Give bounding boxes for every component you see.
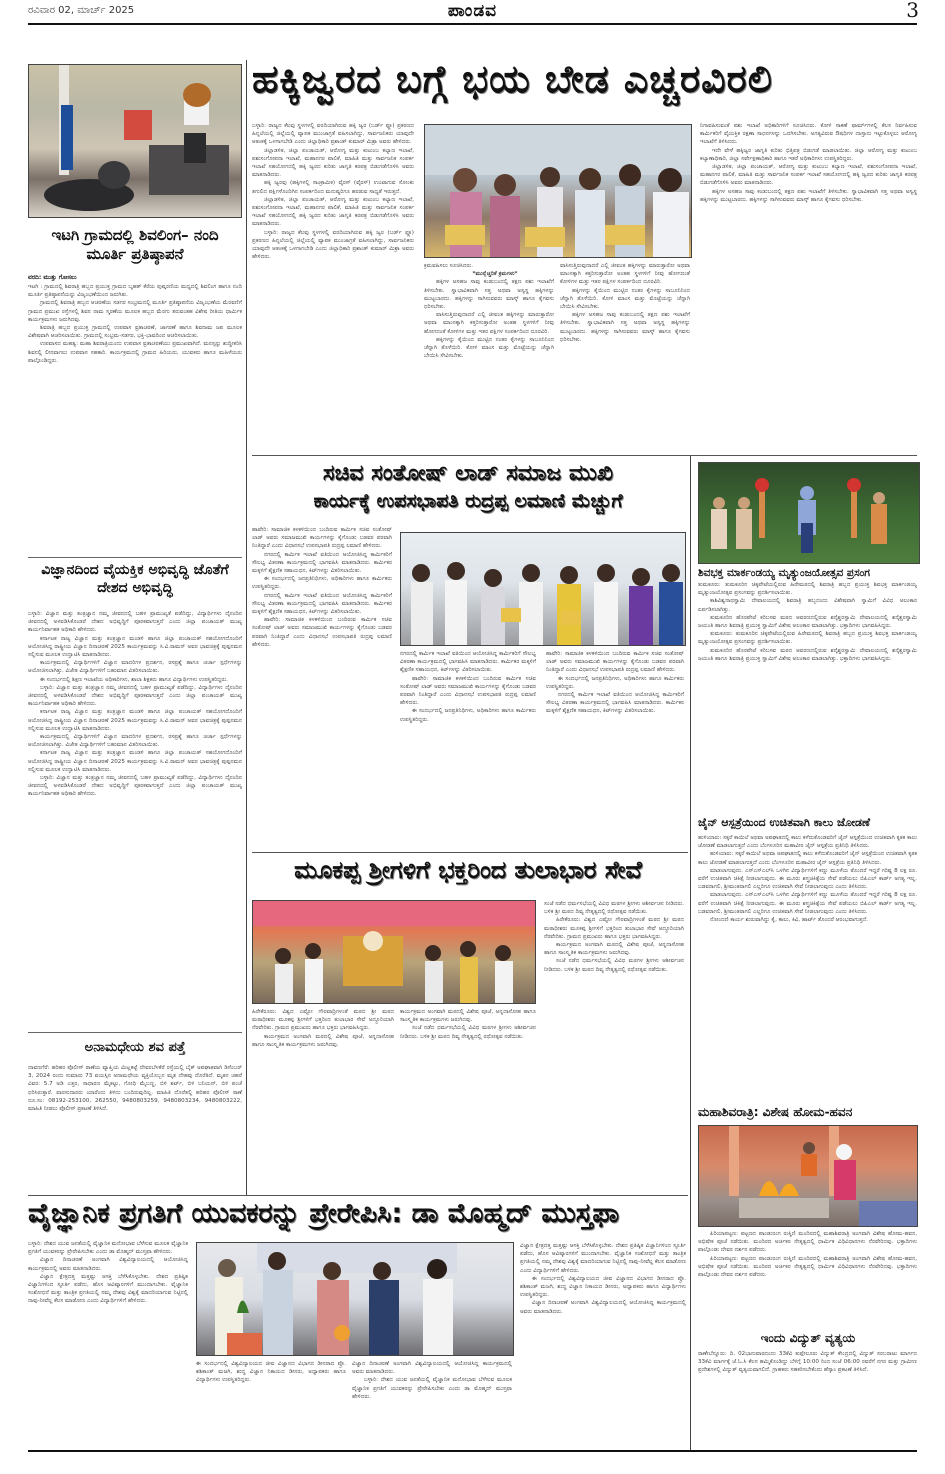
paragraph: ಕರ್ನಾಟಕ ರಾಜ್ಯ ವಿಜ್ಞಾನ ಮತ್ತು ತಂತ್ರಜ್ಞಾನ ಮಂಡಳಿ ಹಾಗೂ ಜಿಲ್ಲಾ ಪಂಚಾಯತ್ ಸಹಯೋಗದೊಂದಿಗೆ ಆಯೋಜಿಸಿದ್ದ ರಾಷ್ಟ್ರೀಯ ವಿಜ್ಞಾನ ದಿನಾಚರಣೆ 2025 ಕಾರ್ಯಕ್ರಮವನ್ನು ಸಿ.ವಿ.ರಾಮನ್ ಅವರ ಭಾವಚಿತ್ರಕ್ಕೆ ಪುಷ್ಪನಮನ ಸಲ್ಲಿಸುವ ಮೂಲಕ ಉದ್ಘಾಟಿಸಿ ಮಾತನಾಡಿದರು. — [28, 635, 242, 659]
divider — [28, 1032, 242, 1033]
santosh-lad-body-col2 — [400, 650, 536, 844]
paragraph: ಹಕ್ಕಿಗಳ ಅಸಹಜ ಸಾವು ಕಂಡುಬಂದಲ್ಲಿ ತಕ್ಷಣ ಪಶು ಇಲಾಖೆಗೆ ತಿಳಿಸಬೇಕು. ಸ್ವಾಭಾವಿಕವಾಗಿ ಸತ್ತ ಅಥವಾ ಅಸ್ವಸ್ಥ ಹಕ್ಕಿಗಳನ್ನು ಮುಟ್ಟಬಾರದು. ಹಕ್ಕಿಗಳನ್ನು ಸಾಗಿಸುವವರು ಮಾಸ್ಕ್ ಹಾಗೂ ಕೈಗವಸು ಧರಿಸಬೇಕು. — [560, 312, 690, 343]
paragraph: ನಗರದಲ್ಲಿ ಕಾರ್ಮಿಕ ಇಲಾಖೆ ವತಿಯಿಂದ ಆಯೋಜಿಸಿದ್ದ ಕಾರ್ಮಿಕರಿಗೆ ಸೌಲಭ್ಯ ವಿತರಣಾ ಕಾರ್ಯಕ್ರಮದಲ್ಲಿ ಭಾಗವಹಿಸಿ ಮಾತನಾಡಿದರು. ಕಾರ್ಮಿಕರ ಮಕ್ಕಳಿಗೆ ಶೈಕ್ಷಣಿಕ ಸಹಾಯಧನ, ಕಿಟ್‌ಗಳನ್ನು ವಿತರಿಸಲಾಯಿತು. — [252, 551, 392, 575]
paragraph: ಹಿರೇಕೆರೂರು: ವಿಶ್ವದ ಎಷ್ಟೋ ಗೌರವಾದ್ರಿಗಳಂತೆ ಮಠದ ಶ್ರೀ ಮಠದ ಮಠಾಧೀಶರು ಮೂಕಪ್ಪ ಶ್ರೀಗಳಿಗೆ ಭಕ್ತರಿಂದ ತುಲಾಭಾರ ಸೇವೆ ಅದ್ಧೂರಿಯಾಗಿ ನೆರವೇರಿತು. ಗ್ರಾಮದ ಪ್ರಮುಖರು ಹಾಗೂ ಭಕ್ತರು ಭಾಗವಹಿಸಿದ್ದರು. — [252, 1009, 394, 1032]
paragraph: ಬಳ್ಳಾರಿ: ದೇಶದ ಯುವ ಜನತೆಯಲ್ಲಿ ವೈಜ್ಞಾನಿಕ ಮನೋಭಾವ ಬೆಳೆಸುವ ಮೂಲಕ ವೈಜ್ಞಾನಿಕ ಪ್ರಗತಿಗೆ ಯುವಕರನ್ನು ಪ್ರೇರೇಪಿಸಬೇಕು ಎಂದು ಡಾ ಮೊಹ್ಮದ್ ಮುಸ್ತಫಾ ಹೇಳಿದರು. — [352, 1377, 512, 1400]
unidentified-body-headline: ಅನಾಮಧೇಯ ಶವ ಪತ್ತೆ — [84, 1040, 186, 1055]
scientific-progress-body-col1 — [28, 1240, 188, 1445]
section-rule — [252, 852, 688, 853]
santosh-lad-headline-line1: ಸಚಿವ ಸಂತೋಷ್ ಲಾಡ್ ಸಮಾಜ ಮುಖಿ — [322, 461, 614, 486]
homa-ritual-illustration — [699, 1126, 917, 1226]
shivalinga-nandi-illustration — [29, 65, 241, 217]
paragraph: ವಾಸಿಸುತ್ತಿರುವುದಾದರೆ ಎಲ್ಲಿ ಜೀವಂತ ಹಕ್ಕಿಗಳನ್ನು ಮಾರುತ್ತಾರೋ ಅಥವಾ ಮಾಂಸಕ್ಕಾಗಿ ಕತ್ತರಿಸುತ್ತಾರೋ ಅಂತಹ ಸ್ಥಳಗಳಿಗೆ ನೀವು ಹೋಗದಂತೆ ಕೋಳಿಗಳ ಮತ್ತು ಇತರ ಪಕ್ಷಿಗಳ ಸಂಪರ್ಕದಿಂದ ದೂರವಿರಿ. — [424, 312, 554, 335]
paragraph: ಹಕ್ಕಿಗಳನ್ನು ಕೈಯಿಂದ ಮುಟ್ಟಿದ ನಂತರ ಕೈಗಳನ್ನು ಸಾಬೂನಿನಿಂದ ಚೆನ್ನಾಗಿ ತೊಳೆಯಿರಿ. ಕೋಳಿ ಮಾಂಸ ಮತ್ತು ಮೊಟ್ಟೆಯನ್ನು ಚೆನ್ನಾಗಿ ಬೇಯಿಸಿ ಸೇವಿಸಬೇಕು. — [424, 336, 554, 360]
scientific-progress-body-col4 — [520, 1242, 686, 1447]
santosh-lad-photo — [400, 532, 686, 646]
paragraph: ಬಳ್ಳಾರಿ: ವಿಜ್ಞಾನ ಮತ್ತು ತಂತ್ರಜ್ಞಾನ ನಮ್ಮ ಜೀವನದಲ್ಲಿ ಬಹಳ ಪ್ರಾಮುಖ್ಯತೆ ಪಡೆದಿದ್ದು, ವಿದ್ಯಾರ್ಥಿಗಳು ದೈನಂದಿನ ಜೀವನದಲ್ಲಿ ಅಳವಡಿಸಿಕೊಂಡರೆ ದೇಶದ ಅಭಿವೃದ್ಧಿಗೆ ಪೂರಕವಾಗುತ್ತದೆ ಎಂದು ಜಿಲ್ಲಾ ಪಂಚಾಯತ್ ಮುಖ್ಯ ಕಾರ್ಯನಿರ್ವಾಹಕ ಅಧಿಕಾರಿ ಹೇಳಿದರು. — [28, 684, 242, 708]
award-ceremony-illustration — [401, 533, 685, 645]
paragraph: ದಾವಣಗೆರೆ: ಹರಿಹರ ಪೊಲೀಸ್ ಠಾಣೆಯ ವ್ಯಾಪ್ತಿಯ ಮಿಟ್ಲಕಟ್ಟೆ ದೇವರಬೆಳಕೆರೆ ರಸ್ತೆಯಲ್ಲಿ ಬೈಕ್ ಅಪಘಾತವಾಗಿ ಡಿಸೆಂಬರ್ 3, 2024 ರಂದು ಸುಮಾರು 73 ವಯಸ್ಸಿನ ಅನಾಮಧೇಯ ವ್ಯಕ್ತಿಯೊಬ್ಬನ ಮೃತ ದೇಹವು ದೊರೆತಿದೆ. ಮೃತನ ಚಹರೆ ವಿವರ: 5.7 ಅಡಿ ಎತ್ತರ, ಸಾಧಾರಣ ಮೈಕಟ್ಟು, ಗೋಧಿ ಮೈಬಣ್ಣ, ಬಿಳಿ ಶರ್ಟ್, ಬಿಳಿ ಬನಿಯನ್, ಬಿಳಿ ಪಂಚೆ ಧರಿಸಿರುತ್ತಾರೆ. ವಾರಸುದಾರರು ಯಾರೆಂದು ತಿಳಿದು ಬಂದಿರುವುದಿಲ್ಲ. ಮಾಹಿತಿ ದೊರೆತಲ್ಲಿ ಹರಿಹರ ಪೊಲೀಸ್ ಠಾಣೆ ದೂ.ಸಂ: 08192-253100, 262550, 9480803259, 9480803234, 9480803222, ಮಾಹಿತಿ ನೀಡಲು ಪೊಲೀಸ್ ಪ್ರಕಟಣೆ ತಿಳಿಸಿದೆ. — [28, 1065, 242, 1113]
officials-group-illustration — [425, 125, 691, 257]
paragraph: ಈ ಸಂದರ್ಭದಲ್ಲಿ ಜನಪ್ರತಿನಿಧಿಗಳು, ಅಧಿಕಾರಿಗಳು ಹಾಗೂ ಕಾರ್ಮಿಕರು ಉಪಸ್ಥಿತರಿದ್ದರು. — [546, 675, 684, 690]
paragraph: ಈ ಸಂದರ್ಭದಲ್ಲಿ ಶಿಕ್ಷಣ ಇಲಾಖೆಯ ಅಧಿಕಾರಿಗಳು, ಶಾಲಾ ಶಿಕ್ಷಕರು ಹಾಗೂ ವಿದ್ಯಾರ್ಥಿಗಳು ಉಪಸ್ಥಿತರಿದ್ದರು. — [40, 676, 228, 683]
shivalinga-headline: ಇಟಗಿ ಗ್ರಾಮದಲ್ಲಿ ಶಿವಲಿಂಗ– ನಂದಿ ಮೂರ್ತಿ ಪ್ರತಿಷ್ಠಾಪನೆ — [51, 226, 219, 263]
paragraph: ಕರ್ನಾಟಕ ರಾಜ್ಯ ವಿಜ್ಞಾನ ಮತ್ತು ತಂತ್ರಜ್ಞಾನ ಮಂಡಳಿ ಹಾಗೂ ಜಿಲ್ಲಾ ಪಂಚಾಯತ್ ಸಹಯೋಗದೊಂದಿಗೆ ಆಯೋಜಿಸಿದ್ದ ರಾಷ್ಟ್ರೀಯ ವಿಜ್ಞಾನ ದಿನಾಚರಣೆ 2025 ಕಾರ್ಯಕ್ರಮವನ್ನು ಸಿ.ವಿ.ರಾಮನ್ ಅವರ ಭಾವಚಿತ್ರಕ್ಕೆ ಪುಷ್ಪನಮನ ಸಲ್ಲಿಸುವ ಮೂಲಕ ಉದ್ಘಾಟಿಸಿ ಮಾತನಾಡಿದರು. — [28, 750, 242, 773]
santosh-lad-body-col1 — [252, 526, 392, 844]
paragraph: ಜಿಲ್ಲಾಡಳಿತ, ಜಿಲ್ಲಾ ಪಂಚಾಯತ್, ಆರೋಗ್ಯ ಮತ್ತು ಕುಟುಂಬ ಕಲ್ಯಾಣ ಇಲಾಖೆ, ಪಶುಸಂಗೋಪನಾ ಇಲಾಖೆ, ಮಹಾನಗರ ಪಾಲಿಕೆ, ಮಾಹಿತಿ ಮತ್ತು ಸಾರ್ವಜನಿಕ ಸಂಪರ್ಕ ಇಲಾಖೆ ಸಹಯೋಗದಲ್ಲಿ ಹಕ್ಕಿ ಜ್ವರದ ಕುರಿತು ಜಾಗೃತಿ ಕರಪತ್ರ ಬಿಡುಗಡೆಗೊಳಿಸಿ ಅವರು ಮಾತನಾಡಿದರು. — [252, 147, 414, 179]
bird-flu-body-col2 — [424, 262, 554, 452]
paragraph: ವಿಜ್ಞಾನ ಕ್ಷೇತ್ರದತ್ತ ಮತ್ತಷ್ಟು ಆಸಕ್ತಿ ಬೆಳೆಸಿಕೊಳ್ಳಬೇಕು. ದೇಶದ ಪ್ರತಿಷ್ಠಿತ ವಿಜ್ಞಾನಿಗಳಿಂದ ಸ್ಫೂರ್ತಿ ಪಡೆದು, ಹೊಸ ಆವಿಷ್ಕಾರಗಳಿಗೆ ಮುಂದಾಗಬೇಕು. ವೈಜ್ಞಾನಿಕ ಸಂಶೋಧನೆ ಮತ್ತು ತಾಂತ್ರಿಕ ಪ್ರಗತಿಯಲ್ಲಿ ನಮ್ಮ ದೇಶವು ವಿಶ್ವಕ್ಕೆ ಮಾದರಿಯಾಗುವ ನಿಟ್ಟಿನಲ್ಲಿ ನಾವು-ನೀವೆಲ್ಲ ಕೆಲಸ ಮಾಡೋಣ ಎಂದು ವಿದ್ಯಾರ್ಥಿಗಳಿಗೆ ಹೇಳಿದರು. — [28, 1273, 188, 1305]
paragraph: ಹಕ್ಕಿಗಳ ಅಸಹಜ ಸಾವು ಕಂಡುಬಂದಲ್ಲಿ ತಕ್ಷಣ ಪಶು ಇಲಾಖೆಗೆ ತಿಳಿಸಬೇಕು. ಸ್ವಾಭಾವಿಕವಾಗಿ ಸತ್ತ ಅಥವಾ ಅಸ್ವಸ್ಥ ಹಕ್ಕಿಗಳನ್ನು ಮುಟ್ಟಬಾರದು. ಹಕ್ಕಿಗಳನ್ನು ಸಾಗಿಸುವವರು ಮಾಸ್ಕ್ ಹಾಗೂ ಕೈಗವಸು ಧರಿಸಬೇಕು. — [700, 188, 917, 203]
paragraph: ಹುಳಿಯಾರು: ಸಕ್ಕರೆ ಕಾಯಿಲೆ ಅಥವಾ ಅಪಘಾತದಲ್ಲಿ ಕಾಲು ಕಳೆದುಕೊಂಡವರಿಗೆ ಜೈನ್ ಆಸ್ಪತ್ರೆಯಿಂದ ಉಚಿತವಾಗಿ ಕೃತಕ ಕಾಲು ಜೋಡಣೆ ಮಾಡಲಾಗುತ್ತದೆ ಎಂದು ಬೆಂಗಳೂರಿನ ಮಹಾವೀರ ಜೈನ್ ಆಸ್ಪತ್ರೆಯ ಪ್ರತಿನಿಧಿ ತಿಳಿಸಿದರು. — [698, 851, 917, 866]
paragraph: ತುಮಕೂರು: ತುಮಕೂರಿನ ಚಿಕ್ಕಪೇಟೆಯಲ್ಲಿರುವ ಹಿರೇಮಠದಲ್ಲಿ ಶಿವರಾತ್ರಿ ಹಬ್ಬದ ಪ್ರಯುಕ್ತ ಶಿವಭಕ್ತ ಮಾರ್ಕಂಡಯ್ಯ ಮೃತ್ಯುಂಜಯೋತ್ಸವ ಪ್ರಸಂಗವನ್ನು ಪ್ರದರ್ಶಿಸಲಾಯಿತು. — [698, 582, 917, 597]
power-cut-body — [698, 1350, 917, 1450]
scientific-progress-body-col2 — [196, 1360, 346, 1448]
paragraph: ಕಾಶಿವಿಶ್ವನಾಥಸ್ವಾಮಿ ದೇವಾಲಯದಲ್ಲಿ ಶಿವರಾತ್ರಿ ಹಬ್ಬದಂದು ವಿಶೇಷವಾಗಿ ಸ್ವಾಮಿಗೆ ವಿವಿಧ ಅಲಂಕಾರ ಏರ್ಪಡಿಸಲಾಗಿತ್ತು. — [698, 598, 917, 613]
paragraph: ಬಳ್ಳಾರಿ: ವಿಜ್ಞಾನ ಮತ್ತು ತಂತ್ರಜ್ಞಾನ ನಮ್ಮ ಜೀವನದಲ್ಲಿ ಬಹಳ ಪ್ರಾಮುಖ್ಯತೆ ಪಡೆದಿದ್ದು, ವಿದ್ಯಾರ್ಥಿಗಳು ದೈನಂದಿನ ಜೀವನದಲ್ಲಿ ಅಳವಡಿಸಿಕೊಂಡರೆ ದೇಶದ ಅಭಿವೃದ್ಧಿಗೆ ಪೂರಕವಾಗುತ್ತದೆ ಎಂದು ಜಿಲ್ಲಾ ಪಂಚಾಯತ್ ಮುಖ್ಯ ಕಾರ್ಯನಿರ್ವಾಹಕ ಅಧಿಕಾರಿ ಹೇಳಿದರು. — [28, 775, 242, 798]
paragraph: ಗ್ರಾಮದಲ್ಲಿ ಶಿವರಾತ್ರಿ ಹಬ್ಬದ ಆಚರಣೆಯ ಸಡಗರ ಸಂಭ್ರಮದಲ್ಲಿ ಮೂರ್ತಿ ಪ್ರತಿಷ್ಠಾಪನೆಯ ವಿಜೃಂಭಣೆಯ ಮೆರವಣಿಗೆ ಗ್ರಾಮದ ಪ್ರಮುಖ ರಸ್ತೆಗಳಲ್ಲಿ ಶಿವನ ನಾಮ ಸ್ಮರಣೆಯ ಮೂಲಕ ಹಬ್ಬದ ಮೆರಗು ತರುವಂತಹ ವಿಶೇಷ ರೀತಿಯ ಧಾರ್ಮಿಕ ಕಾರ್ಯಕ್ರಮಗಳು ಜರುಗಿದವು. — [28, 300, 242, 323]
paragraph: ಕರ್ನಾಟಕ ರಾಜ್ಯ ವಿಜ್ಞಾನ ಮತ್ತು ತಂತ್ರಜ್ಞಾನ ಮಂಡಳಿ ಹಾಗೂ ಜಿಲ್ಲಾ ಪಂಚಾಯತ್ ಸಹಯೋಗದೊಂದಿಗೆ ಆಯೋಜಿಸಿದ್ದ ರಾಷ್ಟ್ರೀಯ ವಿಜ್ಞಾನ ದಿನಾಚರಣೆ 2025 ಕಾರ್ಯಕ್ರಮವನ್ನು ಸಿ.ವಿ.ರಾಮನ್ ಅವರ ಭಾವಚಿತ್ರಕ್ಕೆ ಪುಷ್ಪನಮನ ಸಲ್ಲಿಸುವ ಮೂಲಕ ಉದ್ಘಾಟಿಸಿ ಮಾತನಾಡಿದರು. — [28, 709, 242, 732]
paragraph: ಬಳ್ಳಾರಿ: ರಾಜ್ಯದ ಕೆಲವು ಸ್ಥಳಗಳಲ್ಲಿ ವರದಿಯಾಗಿರುವ ಹಕ್ಕಿ ಜ್ವರ (ಬರ್ಡ್ ಫ್ಲೂ) ಪ್ರಕರಣದ ಹಿನ್ನಲೆಯಲ್ಲಿ ಜಿಲ್ಲೆಯಲ್ಲಿ ವ್ಯಾಪಕ ಮುಂಜಾಗ್ರತೆ ವಹಿಸಲಾಗಿದ್ದು, ಸಾರ್ವಜನಿಕರು ಯಾವುದೇ ಆತಂಕಕ್ಕೆ ಒಳಗಾಗಬೇಡಿ ಎಂದು ಜಿಲ್ಲಾಧಿಕಾರಿ ಪ್ರಶಾಂತ್ ಕುಮಾರ್ ಮಿಶ್ರಾ ಅವರು ಹೇಳಿದರು. — [252, 123, 414, 146]
paragraph: ಹಾವೇರಿ: ಸಾಮಾಜಿಕ ಕಳಕಳಿಯಿಂದ ಬಂದಿರುವ ಕಾರ್ಮಿಕ ಸಚಿವ ಸಂತೋಷ್ ಲಾಡ್ ಅವರು ಸಮಾಜಮುಖಿ ಕಾರ್ಯಗಳನ್ನು ಕೈಗೊಂಡು ಬಡವರ ಪರವಾಗಿ ನಿಂತಿದ್ದಾರೆ ಎಂದು ವಿಧಾನಸಭೆ ಉಪಸಭಾಪತಿ ರುದ್ರಪ್ಪ ಲಮಾಣಿ ಹೇಳಿದರು. — [400, 675, 536, 707]
homa-havana-headline: ಮಹಾಶಿವರಾತ್ರಿ: ವಿಶೇಷ ಹೋಮ-ಹವನ — [698, 1105, 853, 1119]
paragraph: ವಿಜ್ಞಾನ ದಿನಾಚರಣೆ ಅಂಗವಾಗಿ ವಿಶ್ವವಿದ್ಯಾಲಯದಲ್ಲಿ ಆಯೋಜಿಸಿದ್ದ ಕಾರ್ಯಕ್ರಮದಲ್ಲಿ ಅವರು ಮಾತನಾಡಿದರು. — [520, 1300, 686, 1315]
paragraph: ಹಕ್ಕಿಗಳನ್ನು ಕೈಯಿಂದ ಮುಟ್ಟಿದ ನಂತರ ಕೈಗಳನ್ನು ಸಾಬೂನಿನಿಂದ ಚೆನ್ನಾಗಿ ತೊಳೆಯಿರಿ. ಕೋಳಿ ಮಾಂಸ ಮತ್ತು ಮೊಟ್ಟೆಯನ್ನು ಚೆನ್ನಾಗಿ ಬೇಯಿಸಿ ಸೇವಿಸಬೇಕು. — [560, 287, 690, 311]
science-dev-body — [28, 610, 242, 1030]
masthead-rule — [28, 23, 917, 25]
paragraph: ಬಳ್ಳಾರಿ: ವಿಜ್ಞಾನ ಮತ್ತು ತಂತ್ರಜ್ಞಾನ ನಮ್ಮ ಜೀವನದಲ್ಲಿ ಬಹಳ ಪ್ರಾಮುಖ್ಯತೆ ಪಡೆದಿದ್ದು, ವಿದ್ಯಾರ್ಥಿಗಳು ದೈನಂದಿನ ಜೀವನದಲ್ಲಿ ಅಳವಡಿಸಿಕೊಂಡರೆ ದೇಶದ ಅಭಿವೃದ್ಧಿಗೆ ಪೂರಕವಾಗುತ್ತದೆ ಎಂದು ಜಿಲ್ಲಾ ಪಂಚಾಯತ್ ಮುಖ್ಯ ಕಾರ್ಯನಿರ್ವಾಹಕ ಅಧಿಕಾರಿ ಹೇಳಿದರು. — [28, 611, 242, 634]
paragraph: ಮಾಡಲಾಗುವುದು. ಎಸ್‌ಎಸ್‌ಎಲ್‌ಸಿ ಒಳಗಿನ ವಿದ್ಯಾರ್ಥಿಗಳಿಗೆ ಕಣ್ಣು ಮೂಳೆಯ ತೊಂದರೆ ಇದ್ದರೆ ಗರಿಷ್ಟ 8 ಲಕ್ಷ ರೂ. ವರೆಗೆ ಉಚಿತವಾಗಿ ಚಿಕಿತ್ಸೆ ನೀಡಲಾಗುವುದು. ಈ ಮೂರು ಶಸ್ತ್ರಚಿಕಿತ್ಸೆಯ ಸೇವೆ ಪಡೆಯಲು ಬಿಪಿಎಲ್ ಕಾರ್ಡ್ ಅಗತ್ಯ ಇಲ್ಲ. ಬಡವರಾಗಲಿ, ಶ್ರೀಮಂತರಾಗಲಿ ಎಲ್ಲರಿಗೂ ಉಚಿತವಾಗಿ ಸೇವೆ ನೀಡಲಾಗುವುದು ಎಂದು ತಿಳಿಸಿದರು. — [698, 892, 917, 915]
scientific-progress-photo — [196, 1242, 514, 1356]
column-divider — [690, 1195, 691, 1450]
bird-flu-body-col3 — [560, 262, 690, 452]
bird-flu-photo — [424, 124, 692, 258]
paragraph: ಬಳ್ಳಾರಿ: ದೇಶದ ಯುವ ಜನತೆಯಲ್ಲಿ ವೈಜ್ಞಾನಿಕ ಮನೋಭಾವ ಬೆಳೆಸುವ ಮೂಲಕ ವೈಜ್ಞಾನಿಕ ಪ್ರಗತಿಗೆ ಯುವಕರನ್ನು ಪ್ರೇರೇಪಿಸಬೇಕು ಎಂದು ಡಾ ಮೊಹ್ಮದ್ ಮುಸ್ತಫಾ ಹೇಳಿದರು. — [28, 1241, 188, 1256]
divider — [28, 557, 242, 558]
paragraph: ನಿಗಾವಹಿಸುವಂತೆ ಪಶು ಇಲಾಖೆ ಅಧಿಕಾರಿಗಳಿಗೆ ಸೂಚಿಸಿದರು. ಕೋಳಿ ಸಾಕಣೆ ಫಾರ್ಮ್‌ಗಳಲ್ಲಿ ಕೆಲಸ ನಿರ್ವಹಿಸುವ ಕಾರ್ಮಿಕರಿಗೆ ವೈಯಕ್ತಿಕ ರಕ್ಷಣಾ ಸಾಧನಗಳನ್ನು ಒದಗಿಸಬೇಕು. ಅಗತ್ಯವಿರುವ ಔಷಧಿಗಳ ದಾಸ್ತಾನು ಇಟ್ಟುಕೊಳ್ಳಲು ಆರೋಗ್ಯ ಇಲಾಖೆಗೆ ತಿಳಿಸಿದರು. — [700, 123, 917, 146]
paragraph: ಹಿರೇಕೆರೂರು: ವಿಶ್ವದ ಎಷ್ಟೋ ಗೌರವಾದ್ರಿಗಳಂತೆ ಮಠದ ಶ್ರೀ ಮಠದ ಮಠಾಧೀಶರು ಮೂಕಪ್ಪ ಶ್ರೀಗಳಿಗೆ ಭಕ್ತರಿಂದ ತುಲಾಭಾರ ಸೇವೆ ಅದ್ಧೂರಿಯಾಗಿ ನೆರವೇರಿತು. ಗ್ರಾಮದ ಪ್ರಮುಖರು ಹಾಗೂ ಭಕ್ತರು ಭಾಗವಹಿಸಿದ್ದರು. — [544, 917, 684, 940]
paragraph: ಜಿಲ್ಲಾಡಳಿತ, ಜಿಲ್ಲಾ ಪಂಚಾಯತ್, ಆರೋಗ್ಯ ಮತ್ತು ಕುಟುಂಬ ಕಲ್ಯಾಣ ಇಲಾಖೆ, ಪಶುಸಂಗೋಪನಾ ಇಲಾಖೆ, ಮಹಾನಗರ ಪಾಲಿಕೆ, ಮಾಹಿತಿ ಮತ್ತು ಸಾರ್ವಜನಿಕ ಸಂಪರ್ಕ ಇಲಾಖೆ ಸಹಯೋಗದಲ್ಲಿ ಹಕ್ಕಿ ಜ್ವರದ ಕುರಿತು ಜಾಗೃತಿ ಕರಪತ್ರ ಬಿಡುಗಡೆಗೊಳಿಸಿ ಅವರು ಮಾತನಾಡಿದರು. — [700, 164, 917, 187]
paragraph: ಇದೇ ವೇಳೆ ಹಕ್ಕಿಜ್ವರ ಜಾಗೃತಿ ಕುರಿತು ಭಿತ್ತಿಪತ್ರ ಬಿಡುಗಡೆ ಮಾಡಲಾಯಿತು. ಜಿಲ್ಲಾ ಆರೋಗ್ಯ ಮತ್ತು ಕುಟುಂಬ ಕಲ್ಯಾಣಾಧಿಕಾರಿ, ಜಿಲ್ಲಾ ಸರ್ವೇಕ್ಷಣಾಧಿಕಾರಿ ಹಾಗೂ ಇತರೆ ಅಧಿಕಾರಿಗಳು ಉಪಸ್ಥಿತರಿದ್ದರು. — [700, 147, 917, 162]
paragraph: ನಗರದಲ್ಲಿ ಕಾರ್ಮಿಕ ಇಲಾಖೆ ವತಿಯಿಂದ ಆಯೋಜಿಸಿದ್ದ ಕಾರ್ಮಿಕರಿಗೆ ಸೌಲಭ್ಯ ವಿತರಣಾ ಕಾರ್ಯಕ್ರಮದಲ್ಲಿ ಭಾಗವಹಿಸಿ ಮಾತನಾಡಿದರು. ಕಾರ್ಮಿಕರ ಮಕ್ಕಳಿಗೆ ಶೈಕ್ಷಣಿಕ ಸಹಾಯಧನ, ಕಿಟ್‌ಗಳನ್ನು ವಿತರಿಸಲಾಯಿತು. — [546, 692, 684, 715]
tulabhara-photo — [252, 900, 536, 1004]
newspaper-title: ಪಾಂಡವ — [447, 1, 498, 21]
column-divider — [690, 455, 691, 1195]
scientific-progress-body-col3 — [352, 1360, 512, 1448]
paragraph: ನಗರದಲ್ಲಿ ಕಾರ್ಮಿಕ ಇಲಾಖೆ ವತಿಯಿಂದ ಆಯೋಜಿಸಿದ್ದ ಕಾರ್ಮಿಕರಿಗೆ ಸೌಲಭ್ಯ ವಿತರಣಾ ಕಾರ್ಯಕ್ರಮದಲ್ಲಿ ಭಾಗವಹಿಸಿ ಮಾತನಾಡಿದರು. ಕಾರ್ಮಿಕರ ಮಕ್ಕಳಿಗೆ ಶೈಕ್ಷಣಿಕ ಸಹಾಯಧನ, ಕಿಟ್‌ಗಳನ್ನು ವಿತರಿಸಲಾಯಿತು. — [252, 592, 392, 616]
paragraph: ಹಾವೇರಿ: ಸಾಮಾಜಿಕ ಕಳಕಳಿಯಿಂದ ಬಂದಿರುವ ಕಾರ್ಮಿಕ ಸಚಿವ ಸಂತೋಷ್ ಲಾಡ್ ಅವರು ಸಮಾಜಮುಖಿ ಕಾರ್ಯಗಳನ್ನು ಕೈಗೊಂಡು ಬಡವರ ಪರವಾಗಿ ನಿಂತಿದ್ದಾರೆ ಎಂದು ವಿಧಾನಸಭೆ ಉಪಸಭಾಪತಿ ರುದ್ರಪ್ಪ ಲಮಾಣಿ ಹೇಳಿದರು. — [252, 617, 392, 648]
paragraph: ಹಕ್ಕಿಗಳ ಅಸಹಜ ಸಾವು ಕಂಡುಬಂದಲ್ಲಿ ತಕ್ಷಣ ಪಶು ಇಲಾಖೆಗೆ ತಿಳಿಸಬೇಕು. ಸ್ವಾಭಾವಿಕವಾಗಿ ಸತ್ತ ಅಥವಾ ಅಸ್ವಸ್ಥ ಹಕ್ಕಿಗಳನ್ನು ಮುಟ್ಟಬಾರದು. ಹಕ್ಕಿಗಳನ್ನು ಸಾಗಿಸುವವರು ಮಾಸ್ಕ್ ಹಾಗೂ ಕೈಗವಸು ಧರಿಸಬೇಕು. — [424, 279, 554, 311]
paragraph: ಕಾರ್ಯಕ್ರಮದ ಅಂಗವಾಗಿ ಮಠದಲ್ಲಿ ವಿಶೇಷ ಪೂಜೆ, ಅನ್ನದಾಸೋಹ ಹಾಗೂ ಸಾಂಸ್ಕೃತಿಕ ಕಾರ್ಯಕ್ರಮಗಳು ಜರುಗಿದವು. — [252, 1033, 394, 1048]
section-rule — [28, 1195, 688, 1196]
paragraph: ಹಾವೇರಿ: ಸಾಮಾಜಿಕ ಕಳಕಳಿಯಿಂದ ಬಂದಿರುವ ಕಾರ್ಮಿಕ ಸಚಿವ ಸಂತೋಷ್ ಲಾಡ್ ಅವರು ಸಮಾಜಮುಖಿ ಕಾರ್ಯಗಳನ್ನು ಕೈಗೊಂಡು ಬಡವರ ಪರವಾಗಿ ನಿಂತಿದ್ದಾರೆ ಎಂದು ವಿಧಾನಸಭೆ ಉಪಸಭಾಪತಿ ರುದ್ರಪ್ಪ ಲಮಾಣಿ ಹೇಳಿದರು. — [252, 527, 392, 550]
paragraph: ಈ ಸಂದರ್ಭದಲ್ಲಿ ವಿಶ್ವವಿದ್ಯಾಲಯದ ಜೀವ ವಿಜ್ಞಾನದ ವಿಭಾಗದ ಡೀನರಾದ ಪ್ರೊ. ಶಶಿಕಾಂತ್ ಮಜಗಿ, ಶುದ್ಧ ವಿಜ್ಞಾನ ನಿಕಾಯದ ಡೀನರು, ಅಧ್ಯಾಪಕರು ಹಾಗೂ ವಿದ್ಯಾರ್ಥಿಗಳು ಉಪಸ್ಥಿತರಿದ್ದರು. — [520, 1275, 686, 1299]
section-rule — [252, 455, 917, 456]
paragraph: ಸಂಜೆ ನಡೆದ ಧರ್ಮಸಭೆಯಲ್ಲಿ ವಿವಿಧ ಮಠಗಳ ಶ್ರೀಗಳು ಆಶೀರ್ವಚನ ನೀಡಿದರು. ಬಳಿಕ ಶ್ರೀ ಮಠದ ದಿವ್ಯ ನೇತೃತ್ವದಲ್ಲಿ ರಥೋತ್ಸವ ನಡೆಯಿತು. — [544, 901, 684, 916]
paragraph: ನಗರದಲ್ಲಿ ಕಾರ್ಮಿಕ ಇಲಾಖೆ ವತಿಯಿಂದ ಆಯೋಜಿಸಿದ್ದ ಕಾರ್ಮಿಕರಿಗೆ ಸೌಲಭ್ಯ ವಿತರಣಾ ಕಾರ್ಯಕ್ರಮದಲ್ಲಿ ಭಾಗವಹಿಸಿ ಮಾತನಾಡಿದರು. ಕಾರ್ಮಿಕರ ಮಕ್ಕಳಿಗೆ ಶೈಕ್ಷಣಿಕ ಸಹಾಯಧನ, ಕಿಟ್‌ಗಳನ್ನು ವಿತರಿಸಲಾಯಿತು. — [400, 651, 536, 674]
paragraph: ಕಾರ್ಯಕ್ರಮದಲ್ಲಿ ವಿದ್ಯಾರ್ಥಿಗಳಿಗೆ ವಿಜ್ಞಾನ ಮಾದರಿಗಳ ಪ್ರದರ್ಶನ, ರಸಪ್ರಶ್ನೆ ಹಾಗೂ ಚರ್ಚಾ ಸ್ಪರ್ಧೆಗಳನ್ನು ಆಯೋಜಿಸಲಾಗಿತ್ತು. ವಿಜೇತ ವಿದ್ಯಾರ್ಥಿಗಳಿಗೆ ಬಹುಮಾನ ವಿತರಿಸಲಾಯಿತು. — [28, 660, 242, 675]
bird-flu-body-col1 — [252, 122, 414, 452]
paragraph: ಮಾಡಲಾಗುವುದು. ಎಸ್‌ಎಸ್‌ಎಲ್‌ಸಿ ಒಳಗಿನ ವಿದ್ಯಾರ್ಥಿಗಳಿಗೆ ಕಣ್ಣು ಮೂಳೆಯ ತೊಂದರೆ ಇದ್ದರೆ ಗರಿಷ್ಟ 8 ಲಕ್ಷ ರೂ. ವರೆಗೆ ಉಚಿತವಾಗಿ ಚಿಕಿತ್ಸೆ ನೀಡಲಾಗುವುದು. ಈ ಮೂರು ಶಸ್ತ್ರಚಿಕಿತ್ಸೆಯ ಸೇವೆ ಪಡೆಯಲು ಬಿಪಿಎಲ್ ಕಾರ್ಡ್ ಅಗತ್ಯ ಇಲ್ಲ. ಬಡವರಾಗಲಿ, ಶ್ರೀಮಂತರಾಗಲಿ ಎಲ್ಲರಿಗೂ ಉಚಿತವಾಗಿ ಸೇವೆ ನೀಡಲಾಗುವುದು ಎಂದು ತಿಳಿಸಿದರು. — [698, 867, 917, 891]
unidentified-body-text — [28, 1064, 242, 1176]
subheading: *ಮುನ್ನೆಚ್ಚರಿಕೆ ಕ್ರಮಗಳು* — [472, 271, 518, 278]
homa-havana-photo — [698, 1125, 918, 1227]
paragraph: ಕಾರ್ಯಕ್ರಮದ ಅಂಗವಾಗಿ ಮಠದಲ್ಲಿ ವಿಶೇಷ ಪೂಜೆ, ಅನ್ನದಾಸೋಹ ಹಾಗೂ ಸಾಂಸ್ಕೃತಿಕ ಕಾರ್ಯಕ್ರಮಗಳು ಜರುಗಿದವು. — [400, 1009, 536, 1024]
tulabhara-body-col3 — [544, 900, 684, 1180]
markandeya-photo — [698, 462, 920, 564]
paragraph: ವಿಜ್ಞಾನ ಕ್ಷೇತ್ರದತ್ತ ಮತ್ತಷ್ಟು ಆಸಕ್ತಿ ಬೆಳೆಸಿಕೊಳ್ಳಬೇಕು. ದೇಶದ ಪ್ರತಿಷ್ಠಿತ ವಿಜ್ಞಾನಿಗಳಿಂದ ಸ್ಫೂರ್ತಿ ಪಡೆದು, ಹೊಸ ಆವಿಷ್ಕಾರಗಳಿಗೆ ಮುಂದಾಗಬೇಕು. ವೈಜ್ಞಾನಿಕ ಸಂಶೋಧನೆ ಮತ್ತು ತಾಂತ್ರಿಕ ಪ್ರಗತಿಯಲ್ಲಿ ನಮ್ಮ ದೇಶವು ವಿಶ್ವಕ್ಕೆ ಮಾದರಿಯಾಗುವ ನಿಟ್ಟಿನಲ್ಲಿ ನಾವು-ನೀವೆಲ್ಲ ಕೆಲಸ ಮಾಡೋಣ ಎಂದು ವಿದ್ಯಾರ್ಥಿಗಳಿಗೆ ಹೇಳಿದರು. — [520, 1243, 686, 1274]
tulabhara-ceremony-illustration — [253, 901, 535, 1003]
santosh-lad-body-col3 — [546, 650, 684, 844]
paragraph: ಈ ಸಂದರ್ಭದಲ್ಲಿ ವಿಶ್ವವಿದ್ಯಾಲಯದ ಜೀವ ವಿಜ್ಞಾನದ ವಿಭಾಗದ ಡೀನರಾದ ಪ್ರೊ. ಶಶಿಕಾಂತ್ ಮಜಗಿ, ಶುದ್ಧ ವಿಜ್ಞಾನ ನಿಕಾಯದ ಡೀನರು, ಅಧ್ಯಾಪಕರು ಹಾಗೂ ವಿದ್ಯಾರ್ಥಿಗಳು ಉಪಸ್ಥಿತರಿದ್ದರು. — [196, 1361, 346, 1384]
page-number: 3 — [906, 0, 919, 22]
homa-havana-body — [698, 1230, 917, 1325]
paragraph: ಹಕ್ಕಿ ಜ್ವರವು (ಹಕ್ಕಿಗಳಲ್ಲಿ ಸಾಂಕ್ರಾಮಿಕ) ವೈರಸ್ (ವೈರಸ್) ಉಂಟಾಗುವ ಸೋಂಕು ತಗುಲಿದ ಪಕ್ಷಿಗಳೊಂದಿಗಿನ ಸಂಪರ್ಕದಿಂದ ಮನುಷ್ಯರಿಗೂ ಹರಡುವ ಸಾಧ್ಯತೆ ಇರುತ್ತದೆ. — [252, 180, 414, 195]
paragraph: ಹಾವೇರಿ: ಸಾಮಾಜಿಕ ಕಳಕಳಿಯಿಂದ ಬಂದಿರುವ ಕಾರ್ಮಿಕ ಸಚಿವ ಸಂತೋಷ್ ಲಾಡ್ ಅವರು ಸಮಾಜಮುಖಿ ಕಾರ್ಯಗಳನ್ನು ಕೈಗೊಂಡು ಬಡವರ ಪರವಾಗಿ ನಿಂತಿದ್ದಾರೆ ಎಂದು ವಿಧಾನಸಭೆ ಉಪಸಭಾಪತಿ ರುದ್ರಪ್ಪ ಲಮಾಣಿ ಹೇಳಿದರು. — [546, 651, 684, 674]
paragraph: ಕಾರ್ಯಕ್ರಮದಲ್ಲಿ ವಿದ್ಯಾರ್ಥಿಗಳಿಗೆ ವಿಜ್ಞಾನ ಮಾದರಿಗಳ ಪ್ರದರ್ಶನ, ರಸಪ್ರಶ್ನೆ ಹಾಗೂ ಚರ್ಚಾ ಸ್ಪರ್ಧೆಗಳನ್ನು ಆಯೋಜಿಸಲಾಗಿತ್ತು. ವಿಜೇತ ವಿದ್ಯಾರ್ಥಿಗಳಿಗೆ ಬಹುಮಾನ ವಿತರಿಸಲಾಯಿತು. — [28, 734, 242, 749]
markandeya-headline: ಶಿವಭಕ್ತ ಮಾರ್ಕಂಡಯ್ಯ ಮೃತ್ಯುಂಜಯೋತ್ಸವ ಪ್ರಸಂಗ — [698, 567, 870, 579]
paragraph: ಉಪವಾಸದ ಮಹತ್ವ: ಮಹಾ ಶಿವರಾತ್ರಿಯಂದು ಉಪವಾಸ ವ್ರತಾಚರಣೆಯು ಪ್ರಮುಖವಾಗಿದೆ. ಮನಸ್ಸನ್ನು ಶುದ್ಧೀಕರಿಸಿ ಶಿವನಲ್ಲಿ ಲೀನವಾಗಲು ಉಪವಾಸ ಸಹಕಾರಿ. ಕಾರ್ಯಕ್ರಮದಲ್ಲಿ ಗ್ರಾಮದ ಹಿರಿಯರು, ಯುವಕರು ಹಾಗೂ ಮಹಿಳೆಯರು ಪಾಲ್ಗೊಂಡಿದ್ದರು. — [28, 341, 242, 364]
paragraph: ವಿಜ್ಞಾನ ದಿನಾಚರಣೆ ಅಂಗವಾಗಿ ವಿಶ್ವವಿದ್ಯಾಲಯದಲ್ಲಿ ಆಯೋಜಿಸಿದ್ದ ಕಾರ್ಯಕ್ರಮದಲ್ಲಿ ಅವರು ಮಾತನಾಡಿದರು. — [28, 1257, 188, 1272]
paragraph: ಜಿಲ್ಲಾಡಳಿತ, ಜಿಲ್ಲಾ ಪಂಚಾಯತ್, ಆರೋಗ್ಯ ಮತ್ತು ಕುಟುಂಬ ಕಲ್ಯಾಣ ಇಲಾಖೆ, ಪಶುಸಂಗೋಪನಾ ಇಲಾಖೆ, ಮಹಾನಗರ ಪಾಲಿಕೆ, ಮಾಹಿತಿ ಮತ್ತು ಸಾರ್ವಜನಿಕ ಸಂಪರ್ಕ ಇಲಾಖೆ ಸಹಯೋಗದಲ್ಲಿ ಹಕ್ಕಿ ಜ್ವರದ ಕುರಿತು ಜಾಗೃತಿ ಕರಪತ್ರ ಬಿಡುಗಡೆಗೊಳಿಸಿ ಅವರು ಮಾತನಾಡಿದರು. — [252, 196, 414, 228]
paragraph: ಈ ಸಂದರ್ಭದಲ್ಲಿ ಜನಪ್ರತಿನಿಧಿಗಳು, ಅಧಿಕಾರಿಗಳು ಹಾಗೂ ಕಾರ್ಮಿಕರು ಉಪಸ್ಥಿತರಿದ್ದರು. — [400, 708, 536, 723]
page-bottom-rule — [28, 1450, 917, 1452]
power-cut-headline: ಇಂದು ವಿದ್ಯುತ್ ವ್ಯತ್ಯಯ — [760, 1331, 856, 1345]
photo-caption: ಕ್ರಮವಹಿಸಲು ಸೂಚಿಸಿದರು. — [424, 263, 474, 269]
bird-flu-body-col4 — [700, 122, 917, 452]
shiva-tableau-illustration — [699, 463, 919, 563]
paragraph: ಹುಳಿಯಾರು: ಸಕ್ಕರೆ ಕಾಯಿಲೆ ಅಥವಾ ಅಪಘಾತದಲ್ಲಿ ಕಾಲು ಕಳೆದುಕೊಂಡವರಿಗೆ ಜೈನ್ ಆಸ್ಪತ್ರೆಯಿಂದ ಉಚಿತವಾಗಿ ಕೃತಕ ಕಾಲು ಜೋಡಣೆ ಮಾಡಲಾಗುತ್ತದೆ ಎಂದು ಬೆಂಗಳೂರಿನ ಮಹಾವೀರ ಜೈನ್ ಆಸ್ಪತ್ರೆಯ ಪ್ರತಿನಿಧಿ ತಿಳಿಸಿದರು. — [698, 835, 917, 850]
column-divider — [246, 60, 247, 1195]
shivalinga-body — [28, 283, 242, 555]
paragraph: ಈ ಸಂದರ್ಭದಲ್ಲಿ ಜನಪ್ರತಿನಿಧಿಗಳು, ಅಧಿಕಾರಿಗಳು ಹಾಗೂ ಕಾರ್ಮಿಕರು ಉಪಸ್ಥಿತರಿದ್ದರು. — [252, 576, 392, 591]
paragraph: ಇಟಗಿ : ಗ್ರಾಮದಲ್ಲಿ ಶಿವರಾತ್ರಿ ಹಬ್ಬದ ಪ್ರಯುಕ್ತ ಗ್ರಾಮದ ಬೃಹತ್ ಕೆರೆಯ ಪುಷ್ಕರಣಿಯ ಮಧ್ಯದಲ್ಲಿ ಶಿವಲಿಂಗ ಹಾಗೂ ನಂದಿ ಮೂರ್ತಿ ಪ್ರತಿಷ್ಠಾಪನೆಯನ್ನು ವಿಜೃಂಭಣೆಯಿಂದ ಜರುಗಿತು. — [28, 284, 242, 299]
tulabhara-body-col2 — [400, 1008, 536, 1180]
paragraph: ಪಿರಿಯಾಪಟ್ಟಣ: ಪಟ್ಟಣದ ಪಾಂಡುರಂಗ ರುಕ್ಮಿಣಿ ಮಂದಿರದಲ್ಲಿ ಮಹಾಶಿವರಾತ್ರಿ ಅಂಗವಾಗಿ ವಿಶೇಷ ಹೋಮ-ಹವನ, ಅಭಿಷೇಕ ಪೂಜೆ ನಡೆಯಿತು. ಮಂದಿರದ ಅರ್ಚಕರ ನೇತೃತ್ವದಲ್ಲಿ ಧಾರ್ಮಿಕ ವಿಧಿವಿಧಾನಗಳು ನೆರವೇರಿದವು. ಭಕ್ತಾದಿಗಳು ಪಾಲ್ಗೊಂಡು ದೇವರ ದರ್ಶನ ಪಡೆದರು. — [698, 1255, 917, 1279]
science-dev-headline: ವಿಜ್ಞಾನದಿಂದ ವೈಯಕ್ತಿಕ ಅಭಿವೃದ್ಧಿ ಜೊತೆಗೆ ದೇಶದ ಅಭಿವೃದ್ಧಿ — [41, 562, 229, 596]
paragraph: ತುಮಕೂರಿನ ಹೊರಪೇಟೆ ಕರಿಬಸವ ಮಠದ ಆವರಣದಲ್ಲಿರುವ ಶನೈಶ್ಚರಸ್ವಾಮಿ ದೇವಾಲಯದಲ್ಲಿ ಶನೈಶ್ಚರಸ್ವಾಮಿ ಜಯಂತಿ ಹಾಗೂ ಶಿವರಾತ್ರಿ ಪ್ರಯುಕ್ತ ಸ್ವಾಮಿಗೆ ವಿಶೇಷ ಅಲಂಕಾರ ಮಾಡಲಾಗಿತ್ತು. ಭಕ್ತಾದಿಗಳು ಭಾಗವಹಿಸಿದ್ದರು. — [698, 647, 917, 662]
shivalinga-photo — [28, 64, 242, 218]
tulabhara-headline: ಮೂಕಪ್ಪ ಶ್ರೀಗಳಿಗೆ ಭಕ್ತರಿಂದ ತುಲಾಭಾರ ಸೇವೆ — [294, 856, 642, 884]
paragraph: ತುಮಕೂರು: ತುಮಕೂರಿನ ಚಿಕ್ಕಪೇಟೆಯಲ್ಲಿರುವ ಹಿರೇಮಠದಲ್ಲಿ ಶಿವರಾತ್ರಿ ಹಬ್ಬದ ಪ್ರಯುಕ್ತ ಶಿವಭಕ್ತ ಮಾರ್ಕಂಡಯ್ಯ ಮೃತ್ಯುಂಜಯೋತ್ಸವ ಪ್ರಸಂಗವನ್ನು ಪ್ರದರ್ಶಿಸಲಾಯಿತು. — [698, 631, 917, 646]
santosh-lad-headline-line2: ಕಾರ್ಯಕ್ಕೆ ಉಪಸಭಾಪತಿ ರುದ್ರಪ್ಪ ಲಮಾಣಿ ಮೆಚ್ಚುಗೆ — [313, 490, 623, 512]
tulabhara-body-col1 — [252, 1008, 394, 1180]
jain-hospital-headline: ಜೈನ್ ಆಸ್ಪತ್ರೆಯಿಂದ ಉಚಿತವಾಗಿ ಕಾಲು ಜೋಡಣೆ — [698, 816, 871, 829]
jain-hospital-body — [698, 834, 917, 1094]
paragraph: ಕಾರ್ಯಕ್ರಮದ ಅಂಗವಾಗಿ ಮಠದಲ್ಲಿ ವಿಶೇಷ ಪೂಜೆ, ಅನ್ನದಾಸೋಹ ಹಾಗೂ ಸಾಂಸ್ಕೃತಿಕ ಕಾರ್ಯಕ್ರಮಗಳು ಜರುಗಿದವು. — [544, 942, 684, 957]
paragraph: ತುಮಕೂರಿನ ಹೊರಪೇಟೆ ಕರಿಬಸವ ಮಠದ ಆವರಣದಲ್ಲಿರುವ ಶನೈಶ್ಚರಸ್ವಾಮಿ ದೇವಾಲಯದಲ್ಲಿ ಶನೈಶ್ಚರಸ್ವಾಮಿ ಜಯಂತಿ ಹಾಗೂ ಶಿವರಾತ್ರಿ ಪ್ರಯುಕ್ತ ಸ್ವಾಮಿಗೆ ವಿಶೇಷ ಅಲಂಕಾರ ಮಾಡಲಾಗಿತ್ತು. ಭಕ್ತಾದಿಗಳು ಭಾಗವಹಿಸಿದ್ದರು. — [698, 614, 917, 630]
paragraph: ಶಿವರಾತ್ರಿ ಹಬ್ಬದ ಪ್ರಯುಕ್ತ ಗ್ರಾಮದಲ್ಲಿ ಉಪವಾಸ ವ್ರತಾಚರಣೆ, ಜಾಗರಣೆ ಹಾಗೂ ಶಿವನಾಮ ಜಪ ಮೂಲಕ ವಿಶೇಷವಾಗಿ ಆಚರಿಸಲಾಯಿತು. ಗ್ರಾಮದಲ್ಲಿ ಸಂಭ್ರಮ-ಸಡಗರ, ಭಕ್ತಿ-ಭಾವದಿಂದ ಆಚರಿಸಲಾಯಿತು. — [28, 325, 242, 340]
bird-flu-headline: ಹಕ್ಕಿಜ್ವರದ ಬಗ್ಗೆ ಭಯ ಬೇಡ ಎಚ್ಚರವಿರಲಿ — [252, 57, 773, 101]
paragraph: ಬಳ್ಳಾರಿ: ರಾಜ್ಯದ ಕೆಲವು ಸ್ಥಳಗಳಲ್ಲಿ ವರದಿಯಾಗಿರುವ ಹಕ್ಕಿ ಜ್ವರ (ಬರ್ಡ್ ಫ್ಲೂ) ಪ್ರಕರಣದ ಹಿನ್ನಲೆಯಲ್ಲಿ ಜಿಲ್ಲೆಯಲ್ಲಿ ವ್ಯಾಪಕ ಮುಂಜಾಗ್ರತೆ ವಹಿಸಲಾಗಿದ್ದು, ಸಾರ್ವಜನಿಕರು ಯಾವುದೇ ಆತಂಕಕ್ಕೆ ಒಳಗಾಗಬೇಡಿ ಎಂದು ಜಿಲ್ಲಾಧಿಕಾರಿ ಪ್ರಶಾಂತ್ ಕುಮಾರ್ ಮಿಶ್ರಾ ಅವರು ಹೇಳಿದರು. — [252, 229, 414, 261]
paragraph: ಸಂಜೆ ನಡೆದ ಧರ್ಮಸಭೆಯಲ್ಲಿ ವಿವಿಧ ಮಠಗಳ ಶ್ರೀಗಳು ಆಶೀರ್ವಚನ ನೀಡಿದರು. ಬಳಿಕ ಶ್ರೀ ಮಠದ ದಿವ್ಯ ನೇತೃತ್ವದಲ್ಲಿ ರಥೋತ್ಸವ ನಡೆಯಿತು. — [400, 1025, 536, 1040]
paragraph: ಸಂಜೆ ನಡೆದ ಧರ್ಮಸಭೆಯಲ್ಲಿ ವಿವಿಧ ಮಠಗಳ ಶ್ರೀಗಳು ಆಶೀರ್ವಚನ ನೀಡಿದರು. ಬಳಿಕ ಶ್ರೀ ಮಠದ ದಿವ್ಯ ನೇತೃತ್ವದಲ್ಲಿ ರಥೋತ್ಸವ ನಡೆಯಿತು. — [544, 958, 684, 973]
pledge-ceremony-illustration — [197, 1243, 513, 1355]
paragraph: ಪಿರಿಯಾಪಟ್ಟಣ: ಪಟ್ಟಣದ ಪಾಂಡುರಂಗ ರುಕ್ಮಿಣಿ ಮಂದಿರದಲ್ಲಿ ಮಹಾಶಿವರಾತ್ರಿ ಅಂಗವಾಗಿ ವಿಶೇಷ ಹೋಮ-ಹವನ, ಅಭಿಷೇಕ ಪೂಜೆ ನಡೆಯಿತು. ಮಂದಿರದ ಅರ್ಚಕರ ನೇತೃತ್ವದಲ್ಲಿ ಧಾರ್ಮಿಕ ವಿಧಿವಿಧಾನಗಳು ನೆರವೇರಿದವು. ಭಕ್ತಾದಿಗಳು ಪಾಲ್ಗೊಂಡು ದೇವರ ದರ್ಶನ ಪಡೆದರು. — [698, 1231, 917, 1254]
paragraph: ವಾಸಿಸುತ್ತಿರುವುದಾದರೆ ಎಲ್ಲಿ ಜೀವಂತ ಹಕ್ಕಿಗಳನ್ನು ಮಾರುತ್ತಾರೋ ಅಥವಾ ಮಾಂಸಕ್ಕಾಗಿ ಕತ್ತರಿಸುತ್ತಾರೋ ಅಂತಹ ಸ್ಥಳಗಳಿಗೆ ನೀವು ಹೋಗದಂತೆ ಕೋಳಿಗಳ ಮತ್ತು ಇತರ ಪಕ್ಷಿಗಳ ಸಂಪರ್ಕದಿಂದ ದೂರವಿರಿ. — [560, 263, 690, 286]
markandeya-body — [698, 581, 917, 809]
paragraph: ರಾಣೇಬೆನ್ನೂರು: ದಿ. 02ಭಾನುವಾರದಂದು 33ಕೆವಿ ಕುಪ್ಪೇಲೂರು ವಿದ್ಯುತ್ ಕೇಂದ್ರದಲ್ಲಿ ವಿದ್ಯುತ್ ಸರಬರಾಜು ಮಾರ್ಗದ 33ಕೆವಿ ಮಾರ್ಗಕ್ಕೆ ಜೆ.ಓ.ಸಿ ಕೆಲಸ ಹಮ್ಮಿಕೊಂಡಿದ್ದು ಬೆಳಿಗ್ಗೆ 10:00 ರಿಂದ ಸಂಜೆ 06:00 ರವರೆಗೆ ನಗರ ಮತ್ತು ಗ್ರಾಮೀಣ ಪ್ರದೇಶಗಳಲ್ಲಿ ವಿದ್ಯುತ್ ವ್ಯತ್ಯಯವಾಗಲಿದೆ. ಗ್ರಾಹಕರು ಸಹಕರಿಸಬೇಕೆಂದು ಹೆಸ್ಕಾಂ ಪ್ರಕಟಣೆ ತಿಳಿಸಿದೆ. — [698, 1351, 917, 1374]
masthead-date: ರವಿವಾರ 02, ಮಾರ್ಚ್ 2025 — [28, 5, 135, 16]
paragraph: ವಿಜ್ಞಾನ ದಿನಾಚರಣೆ ಅಂಗವಾಗಿ ವಿಶ್ವವಿದ್ಯಾಲಯದಲ್ಲಿ ಆಯೋಜಿಸಿದ್ದ ಕಾರ್ಯಕ್ರಮದಲ್ಲಿ ಅವರು ಮಾತನಾಡಿದರು. — [352, 1361, 512, 1376]
shivalinga-byline: ವರದಿ: ಮುತ್ತು ಗೋಸಲು — [28, 274, 77, 281]
paragraph: ನೋಂದಣಿ ಕಾರ್ಯ ಶುರುವಾಗಿದ್ದು ಕೈ, ಕಾಲು, ಕಿವಿ, ಹಾರ್ಟ್ ತೊಂದರೆ ಆರಂಭವಾಗುತ್ತದೆ. — [710, 917, 869, 924]
scientific-progress-headline: ವೈಜ್ಞಾನಿಕ ಪ್ರಗತಿಗೆ ಯುವಕರನ್ನು ಪ್ರೇರೇಪಿಸಿ: ಡಾ ಮೊಹ್ಮದ್ ಮುಸ್ತಫಾ — [28, 1198, 620, 1229]
